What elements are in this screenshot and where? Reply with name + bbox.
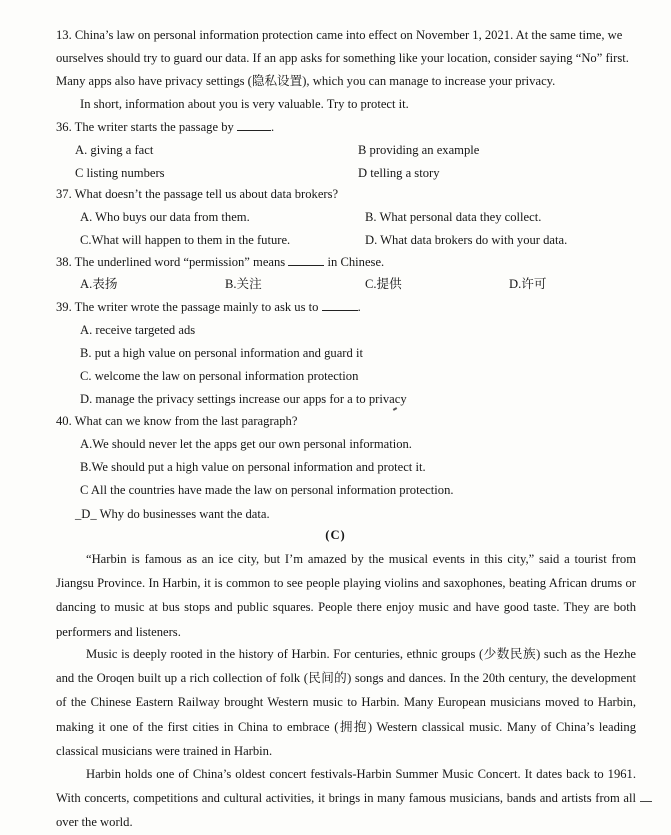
question-36-option-a: A. giving a fact	[75, 143, 154, 157]
intro-line-4: In short, information about you is very valuable. Try to protect it.	[80, 97, 409, 111]
question-38-stem-end: in Chinese.	[327, 255, 385, 269]
pen-mark	[393, 407, 397, 411]
question-38-stem-text: 38. The underlined word “permission” means	[56, 255, 286, 269]
passage-paragraph-1-text: “Harbin is famous as an ice city, but I’m amazed by the musical events in this city,” said a tourist from Jiangsu Province. In Harbin, it is common to see people playing violins and saxophones, beating African drums or dancing to music at bus stops and public squares. People there enjoy music and have good taste. They are both performers and listeners.	[56, 552, 636, 639]
question-40-stem: 40. What can we know from the last paragraph?	[56, 414, 298, 428]
intro-line-2: ourselves should try to guard our data. If an app asks for something like your location, consider saying “No” first.	[56, 51, 629, 65]
question-39-option-b: B. put a high value on personal information and guard it	[80, 346, 363, 360]
question-39-option-c: C. welcome the law on personal information protection	[80, 369, 359, 383]
question-39-stem	[56, 299, 361, 315]
section-c-heading: (C)	[325, 528, 346, 542]
question-39-option-d: D. manage the privacy settings increase our apps for a to privacy	[80, 392, 407, 406]
question-36-option-d: D telling a story	[358, 166, 440, 180]
question-40-option-d: _D_ Why do businesses want the data.	[75, 507, 270, 521]
question-38-option-b: B.关注	[225, 277, 262, 291]
passage-paragraph-2	[56, 642, 636, 763]
passage-paragraph-1	[56, 547, 636, 644]
answer-blank	[322, 299, 358, 311]
answer-blank	[288, 254, 324, 266]
question-36-stem	[56, 119, 274, 135]
pen-mark	[640, 801, 652, 802]
question-37-option-d: D. What data brokers do with your data.	[365, 233, 568, 247]
question-38-stem	[56, 254, 384, 270]
question-38-option-c: C.提供	[365, 277, 402, 291]
passage-paragraph-2-text: Music is deeply rooted in the history of Harbin. For centuries, ethnic groups (少数民族) such as the Hezhe and the Oroqen built up a rich collection of folk (民间的) songs and dances. In the 20th century, the development of the Chinese Eastern Railway brought Western music to Harbin. Many European musicians moved to Harbin, making it one of the first cities in China to embrace (拥抱) Western classical music. Many of China’s leading classical musicians were trained in Harbin.	[56, 647, 636, 758]
question-37-stem: 37. What doesn’t the passage tell us about data brokers?	[56, 187, 339, 201]
question-37-option-b: B. What personal data they collect.	[365, 210, 542, 224]
question-38-option-d: D.许可	[509, 277, 547, 291]
question-37-option-a: A. Who buys our data from them.	[80, 210, 250, 224]
question-36-stem-end: .	[270, 120, 275, 134]
answer-blank	[237, 119, 271, 131]
question-36-option-b: B providing an example	[358, 143, 480, 157]
question-40-option-b: B.We should put a high value on personal information and protect it.	[80, 460, 426, 474]
question-39-stem-end: .	[357, 300, 361, 314]
question-39-stem-text: 39. The writer wrote the passage mainly to ask us to	[56, 300, 319, 314]
question-40-option-c: C All the countries have made the law on personal information protection.	[80, 483, 454, 497]
question-37-option-c: C.What will happen to them in the future.	[80, 233, 291, 247]
intro-line-3: Many apps also have privacy settings (隐私设置), which you can manage to increase your privacy.	[56, 74, 556, 88]
question-36-stem-text: 36. The writer starts the passage by	[56, 120, 234, 134]
passage-paragraph-3	[56, 762, 636, 835]
question-39-option-a: A. receive targeted ads	[80, 323, 196, 337]
question-40-option-a: A.We should never let the apps get our own personal information.	[80, 437, 412, 451]
question-38-option-a: A.表扬	[80, 277, 118, 291]
passage-paragraph-3-text: Harbin holds one of China’s oldest concert festivals-Harbin Summer Music Concert. It dates back to 1961. With concerts, competitions and cultural activities, it brings in many famous musicians, bands and artists from all over the world.	[56, 767, 636, 830]
question-36-option-c: C listing numbers	[75, 166, 165, 180]
intro-line-1: 13. China’s law on personal information protection came into effect on November 1, 2021. At the same time, we	[56, 28, 623, 42]
